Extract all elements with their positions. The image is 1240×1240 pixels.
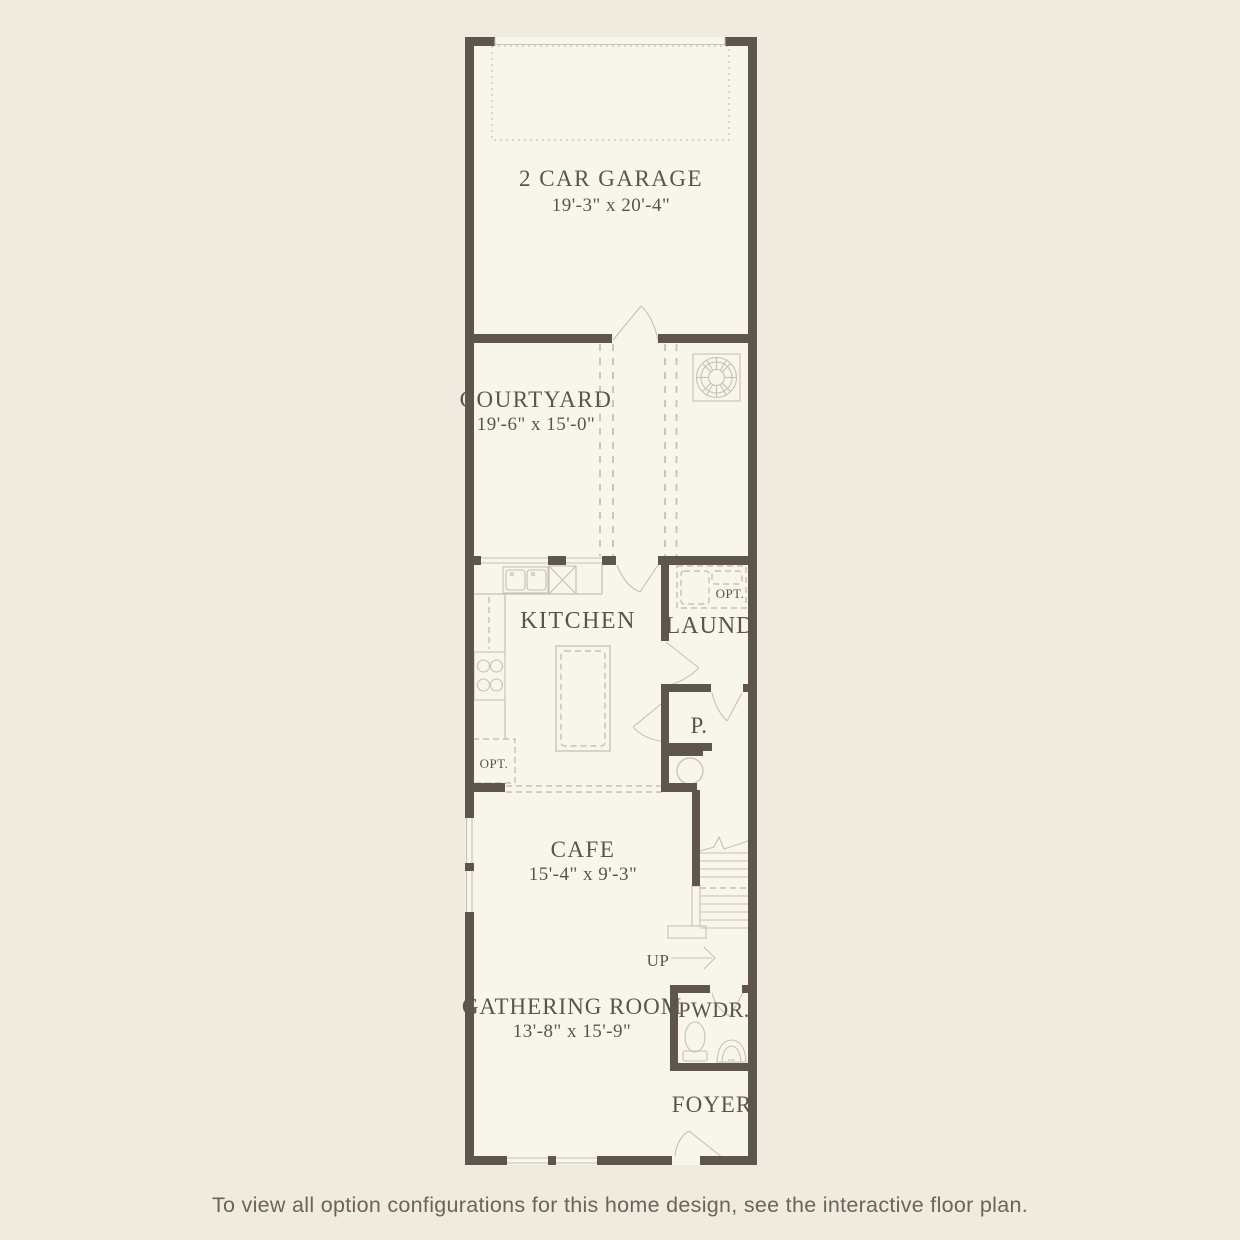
gathering-label: GATHERING ROOM <box>461 994 683 1019</box>
pantry-label: P. <box>690 713 708 738</box>
kitchen-label: KITCHEN <box>520 608 636 634</box>
courtyard-label: COURTYARD <box>459 387 613 412</box>
garage-dims: 19'-3" x 20'-4" <box>551 195 671 216</box>
foyer-label: FOYER <box>671 1092 753 1117</box>
gathering-dims: 13'-8" x 15'-9" <box>512 1021 632 1042</box>
laundry-label: LAUND <box>665 613 755 639</box>
stairs-up-label: UP <box>646 951 670 970</box>
cafe-dims: 15'-4" x 9'-3" <box>528 864 638 885</box>
laundry-opt-label: OPT. <box>715 586 745 601</box>
powder-label: PWDR. <box>678 997 750 1022</box>
cafe-label: CAFE <box>550 837 616 862</box>
courtyard-dims: 19'-6" x 15'-0" <box>476 414 596 435</box>
garage-label: 2 CAR GARAGE <box>518 166 704 191</box>
kitchen-opt-label: OPT. <box>479 756 509 771</box>
footer-caption: To view all option configurations for this home design, see the interactive floor plan. <box>211 1193 1029 1217</box>
